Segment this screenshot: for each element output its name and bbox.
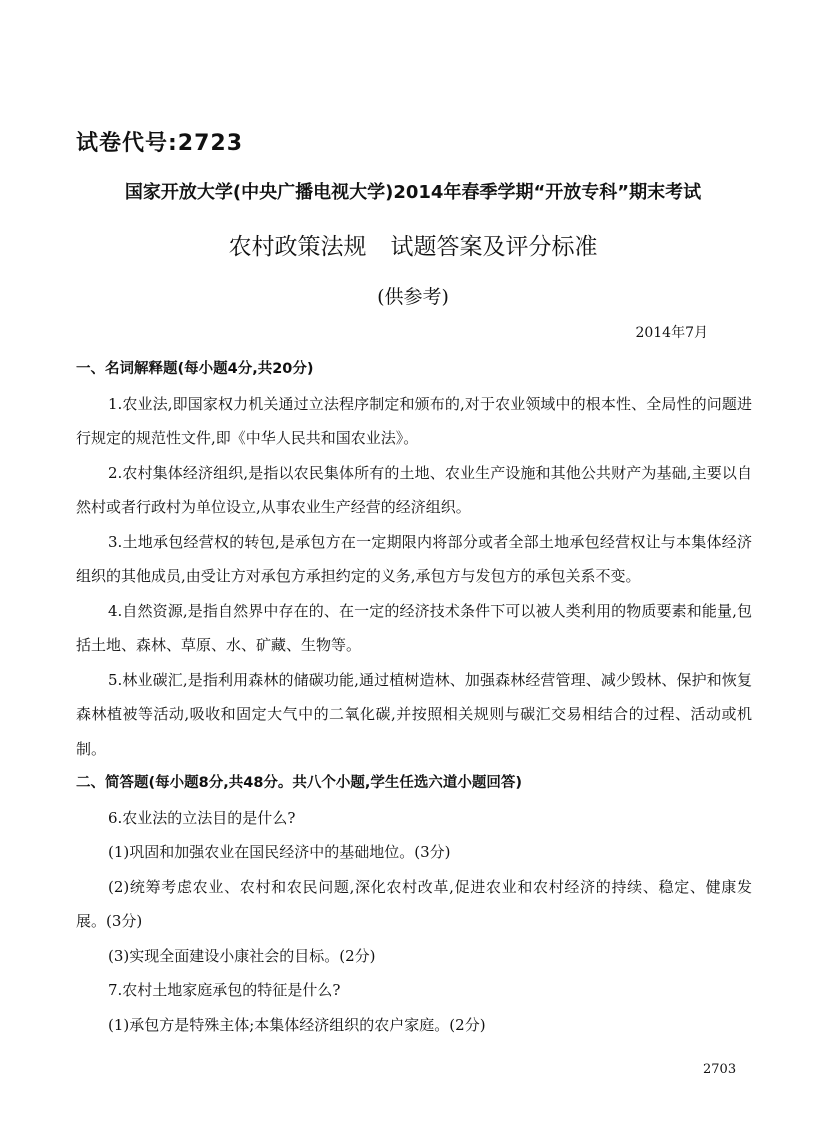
answer-item: (2)统筹考虑农业、农村和农民问题,深化农村改革,促进农业和农村经济的持续、稳定、健康发展。(3分) [76,877,752,930]
answer-item: (1)巩固和加强农业在国民经济中的基础地位。(3分) [108,843,451,861]
answer-item: (1)承包方是特殊主体;本集体经济组织的农户家庭。(2分) [108,1015,486,1034]
section-heading-2: 二、简答题(每小题8分,共48分。共八个小题,学生任选六道小题回答) [76,775,523,791]
answer-content [76,352,752,1042]
answer-item: 5.林业碳汇,是指利用森林的储碳功能,通过植树造林、加强森林经营管理、减少毁林、保护和恢复森林植被等活动,吸收和固定大气中的二氧化碳,并按照相关规则与碳汇交易相结合的过程、活动或机制。 [76,670,752,758]
subject-subtitle: 试题答案及评分标准 [390,234,598,260]
page-number: 2703 [703,1062,737,1077]
exam-title: 国家开放大学(中央广播电视大学)2014年春季学期“开放专科”期末考试 [124,182,702,203]
section-heading-1: 一、名词解释题(每小题4分,共20分) [76,361,314,377]
reference-note: (供参考) [377,286,449,308]
answer-item: 2.农村集体经济组织,是指以农民集体所有的土地、农业生产设施和其他公共财产为基础,主要以自然村或者行政村为单位设立,从事农业生产经营的经济组织。 [76,463,752,516]
exam-date: 2014年7月 [635,325,708,341]
question-item: 7.农村土地家庭承包的特征是什么? [108,981,341,999]
subject-title [40,228,786,261]
answer-item: 4.自然资源,是指自然界中存在的、在一定的经济技术条件下可以被人类利用的物质要素和能量,包括土地、森林、草原、水、矿藏、生物等。 [76,601,752,654]
answer-item: (3)实现全面建设小康社会的目标。(2分) [108,946,376,965]
subject-name: 农村政策法规 [228,234,367,260]
answer-item: 3.土地承包经营权的转包,是承包方在一定期限内将部分或者全部土地承包经营权让与本集体经济组织的其他成员,由受让方对承包方承担约定的义务,承包方与发包方的承包关系不变。 [76,532,752,585]
answer-item: 1.农业法,即国家权力机关通过立法程序制定和颁布的,对于农业领域中的根本性、全局性的问题进行规定的规范性文件,即《中华人民共和国农业法》。 [76,394,752,447]
question-item: 6.农业法的立法目的是什么? [108,808,296,827]
exam-code: 试卷代号:2723 [76,131,244,156]
